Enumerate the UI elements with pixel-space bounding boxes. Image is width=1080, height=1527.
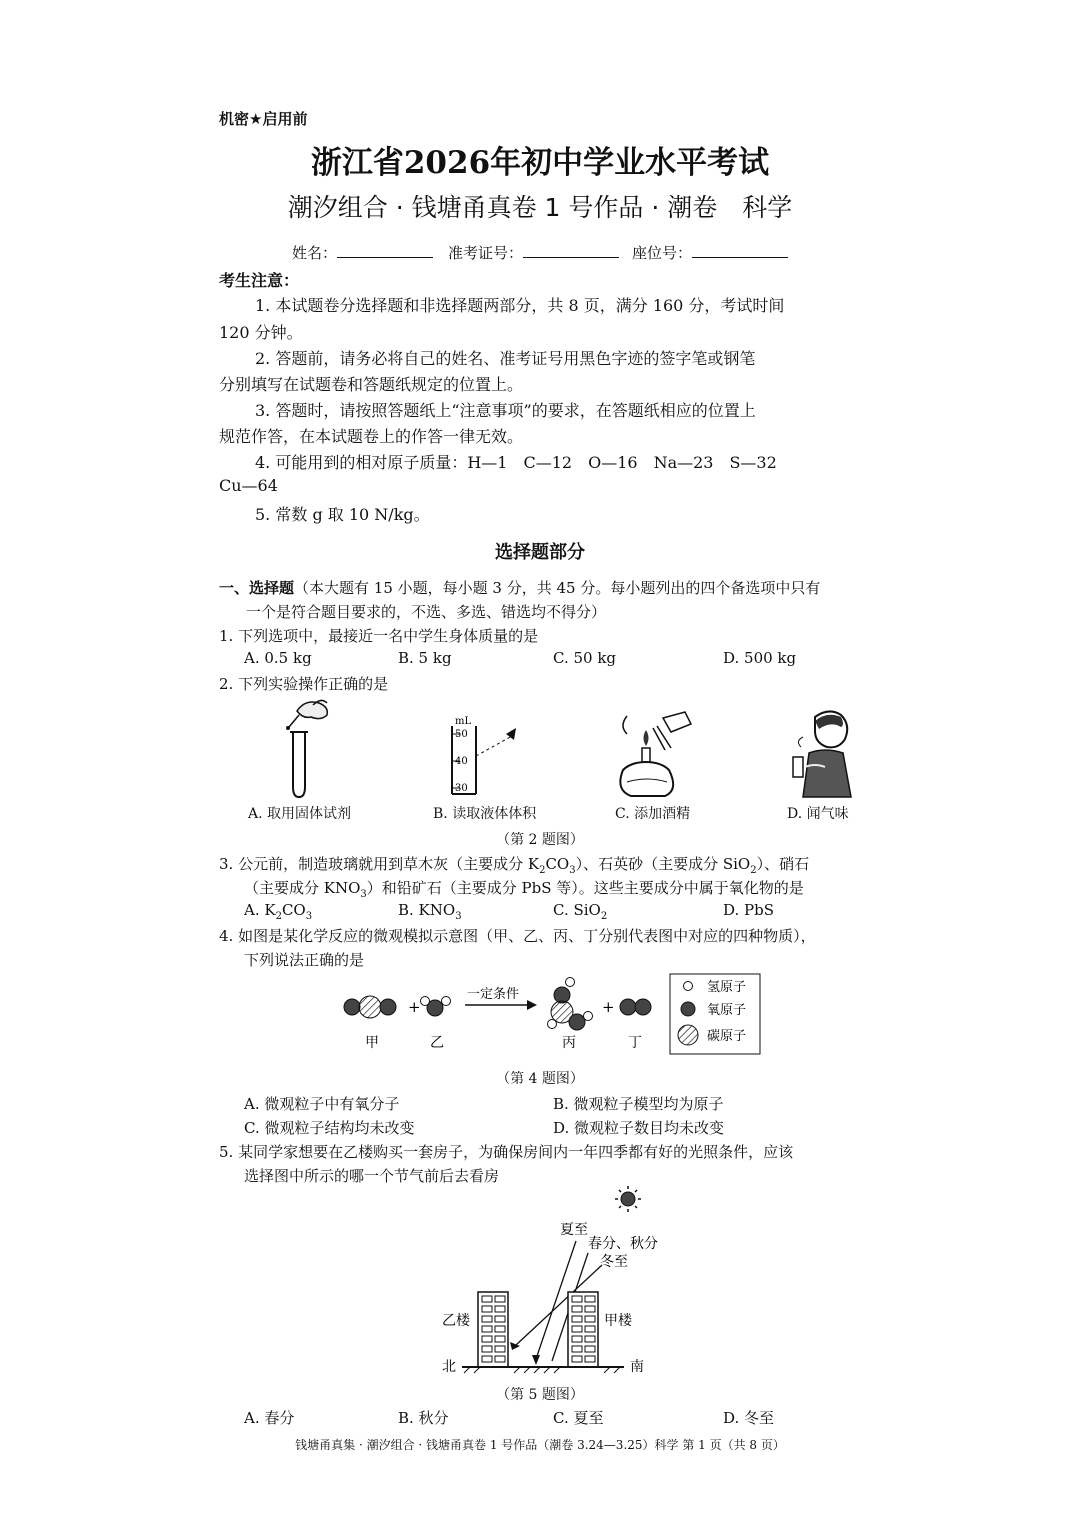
- q3-option-c[interactable]: C. SiO$_2$: [553, 901, 608, 922]
- q4-option-c[interactable]: C. 微观粒子结构均未改变: [244, 1119, 415, 1137]
- q1-option-d[interactable]: D. 500 kg: [723, 649, 797, 667]
- molecule-yi: [421, 997, 451, 1017]
- q5-option-a[interactable]: A. 春分: [244, 1409, 295, 1427]
- notice-item-1-cont: 120 分钟。: [219, 323, 303, 342]
- q3-option-d[interactable]: D. PbS: [723, 901, 774, 919]
- q5-option-b[interactable]: B. 秋分: [398, 1409, 449, 1427]
- cylinder-tick-30: 30: [455, 783, 468, 794]
- label-building-yi: 乙楼: [442, 1313, 470, 1329]
- q2-caption: （第 2 题图）: [496, 832, 584, 848]
- sunlight-diagram: [440, 1185, 680, 1380]
- section-intro-cont: 一个是符合题目要求的，不选、多选、错选均不得分）: [246, 603, 607, 621]
- q3-stem-line1: 3. 公元前，制造玻璃就用到草木灰（主要成分 $K_2CO_3$）、石英砂（主要成分 SiO$_2$）、硝石: [219, 855, 810, 876]
- notice-item-4: 4. 可能用到的相对原子质量：H—1 C—12 O—16 Na—23 S—32: [255, 453, 777, 472]
- notice-item-3: 3. 答题时，请按照答题纸上“注意事项”的要求，在答题纸相应的位置上: [255, 401, 756, 420]
- exam-subtitle: 潮汐组合 · 钱塘甬真卷 1 号作品 · 潮卷 科学: [287, 193, 793, 222]
- q2-option-c[interactable]: C. 添加酒精: [615, 806, 691, 822]
- q4-option-b[interactable]: B. 微观粒子模型均为原子: [553, 1095, 724, 1113]
- label-summer-solstice: 夏至: [560, 1222, 588, 1238]
- building-jia: [568, 1292, 598, 1367]
- q4-caption: （第 4 题图）: [496, 1071, 584, 1087]
- q1-stem: 1. 下列选项中，最接近一名中学生身体质量的是: [219, 627, 539, 645]
- molecule-ding: [620, 999, 651, 1015]
- q4-option-a[interactable]: A. 微观粒子中有氧分子: [244, 1095, 400, 1113]
- q1-option-a[interactable]: A. 0.5 kg: [244, 649, 312, 667]
- seat-field[interactable]: 座位号：: [632, 242, 788, 263]
- q4-stem: 4. 如图是某化学反应的微观模拟示意图（甲、乙、丙、丁分别代表图中对应的四种物质），: [219, 927, 816, 945]
- notice-item-5: 5. 常数 g 取 10 N/kg。: [255, 505, 430, 524]
- label-south: 南: [630, 1359, 644, 1375]
- notice-item-4-cont: Cu—64: [219, 476, 278, 495]
- cylinder-unit: mL: [455, 716, 472, 727]
- legend-carbon: 碳原子: [707, 1029, 747, 1044]
- plus-sign-2: +: [602, 998, 615, 1016]
- q3-stem-line2: （主要成分 $KNO_3$）和铅矿石（主要成分 PbS 等）。这些主要成分中属于氧化物的是: [244, 879, 804, 900]
- legend-oxygen: 氧原子: [707, 1003, 747, 1018]
- q4-stem-cont: 下列说法正确的是: [244, 951, 365, 969]
- notice-item-2-cont: 分别填写在试题卷和答题纸规定的位置上。: [219, 375, 524, 394]
- reaction-diagram: [330, 970, 770, 1060]
- q2-option-b[interactable]: B. 读取液体体积: [433, 806, 537, 822]
- sun-icon: [615, 1186, 641, 1212]
- q5-caption: （第 5 题图）: [496, 1387, 584, 1403]
- alcohol-lamp-figure: [605, 710, 695, 800]
- notice-item-1: 1. 本试题卷分选择题和非选择题两部分，共 8 页，满分 160 分，考试时间: [255, 296, 785, 315]
- q3-option-b[interactable]: B. $KNO_3$: [398, 901, 462, 922]
- q2-option-d[interactable]: D. 闻气味: [787, 806, 849, 822]
- section-title: 选择题部分: [495, 542, 585, 563]
- page-footer: 钱塘甬真集 · 潮汐组合 · 钱塘甬真卷 1 号作品（潮卷 3.24—3.25）科学 第 1 页（共 8 页）: [295, 1438, 785, 1452]
- q4-option-d[interactable]: D. 微观粒子数目均未改变: [553, 1119, 725, 1137]
- q2-option-a[interactable]: A. 取用固体试剂: [248, 806, 352, 822]
- molecule-jia: [344, 996, 396, 1018]
- plus-sign-1: +: [408, 998, 421, 1016]
- confidential-label: 机密★启用前: [219, 110, 308, 128]
- q1-option-c[interactable]: C. 50 kg: [553, 649, 617, 667]
- exam-title: 浙江省2026年初中学业水平考试: [310, 145, 770, 181]
- smelling-person-figure: [785, 707, 865, 799]
- graduated-cylinder-figure: [440, 712, 530, 797]
- building-yi: [478, 1292, 508, 1367]
- q2-stem: 2. 下列实验操作正确的是: [219, 675, 389, 693]
- label-jia: 甲: [365, 1035, 379, 1051]
- notice-item-3-cont: 规范作答，在本试题卷上的作答一律无效。: [219, 427, 524, 446]
- q5-stem: 5. 某同学家想要在乙楼购买一套房子，为确保房间内一年四季都有好的光照条件，应该: [219, 1143, 794, 1161]
- label-building-jia: 甲楼: [604, 1313, 632, 1329]
- label-equinox: 春分、秋分: [588, 1236, 658, 1252]
- test-tube-figure: [275, 695, 345, 800]
- ticket-field[interactable]: 准考证号：: [448, 242, 619, 263]
- section-intro: 一、选择题（本大题有 15 小题，每小题 3 分，共 45 分。每小题列出的四个备选项中只有: [219, 579, 821, 597]
- q5-stem-cont: 选择图中所示的哪一个节气前后去看房: [244, 1167, 500, 1185]
- label-bing: 丙: [562, 1035, 576, 1051]
- reaction-condition: 一定条件: [467, 987, 520, 1002]
- name-field[interactable]: 姓名：: [292, 242, 433, 263]
- notice-heading: 考生注意：: [219, 271, 300, 290]
- q5-option-c[interactable]: C. 夏至: [553, 1409, 604, 1427]
- legend-box: [670, 974, 760, 1054]
- label-north: 北: [442, 1359, 456, 1375]
- label-winter-solstice: 冬至: [600, 1254, 628, 1270]
- cylinder-tick-50: 50: [455, 729, 468, 740]
- q1-option-b[interactable]: B. 5 kg: [398, 649, 452, 667]
- q3-option-a[interactable]: A. $K_2CO_3$: [244, 901, 313, 922]
- legend-hydrogen: 氢原子: [707, 980, 747, 995]
- q5-option-d[interactable]: D. 冬至: [723, 1409, 775, 1427]
- label-yi: 乙: [430, 1035, 444, 1051]
- label-ding: 丁: [628, 1035, 642, 1051]
- notice-item-2: 2. 答题前，请务必将自己的姓名、准考证号用黑色字迹的签字笔或钢笔: [255, 349, 756, 368]
- cylinder-tick-40: 40: [455, 756, 468, 767]
- molecule-bing: [548, 978, 593, 1031]
